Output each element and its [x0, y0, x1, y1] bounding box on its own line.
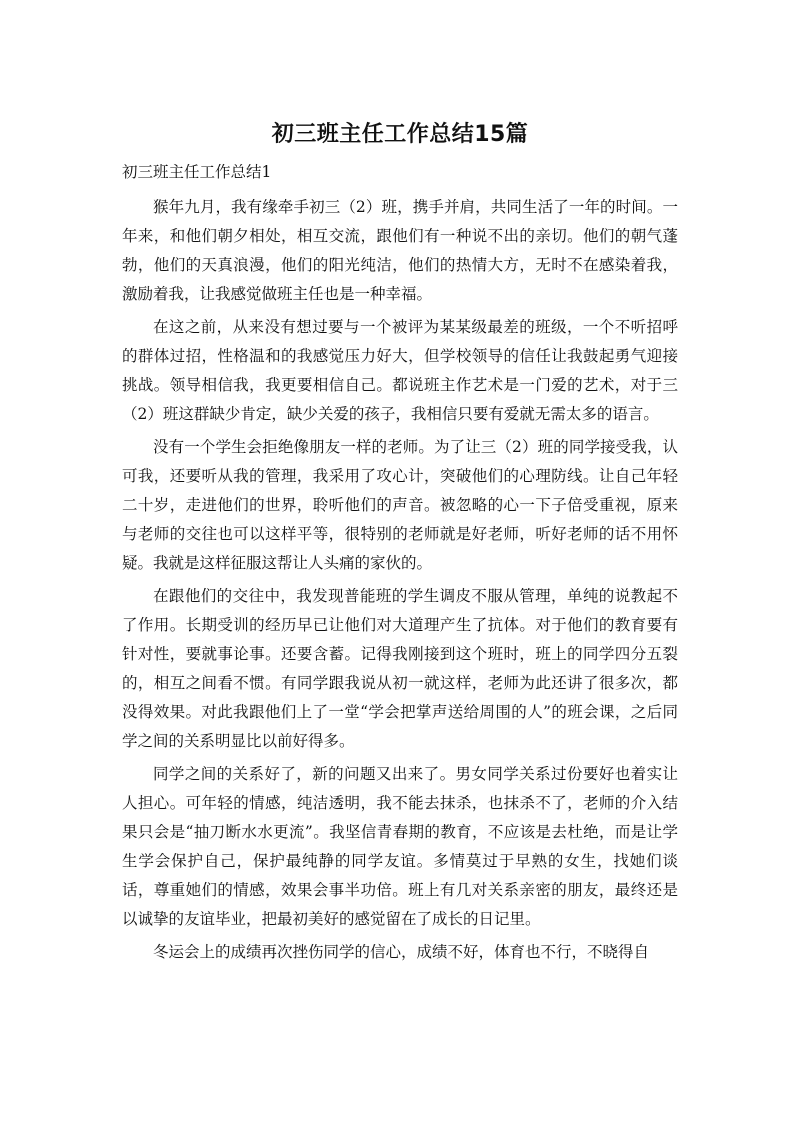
paragraph: 在这之前，从来没有想过要与一个被评为某某级最差的班级，一个不听招呼的群体过招，性格温和的我感觉压力好大，但学校领导的信任让我鼓起勇气迎接挑战。领导相信我，我更要相信自己。都说班主作艺术是一门爱的艺术，对于三（2）班这群缺少肯定，缺少关爱的孩子，我相信只要有爱就无需太多的语言。	[122, 318, 678, 423]
paragraph: 猴年九月，我有缘牵手初三（2）班，携手并肩，共同生活了一年的时间。一年来，和他们朝夕相处，相互交流，跟他们有一种说不出的亲切。他们的朝气蓬勃，他们的天真浪漫，他们的阳光纯洁，他们的热情大方，无时不在感染着我，激励着我，让我感觉做班主任也是一种幸福。	[122, 198, 678, 303]
section-heading: 初三班主任工作总结1	[122, 163, 272, 181]
document-body	[122, 193, 678, 971]
paragraph: 在跟他们的交往中，我发现普能班的学生调皮不服从管理，单纯的说教起不了作用。长期受训的经历早已让他们对大道理产生了抗体。对于他们的教育要有针对性，要就事论事。还要含蓄。记得我刚接到这个班时，班上的同学四分五裂的，相互之间看不惯。有同学跟我说从初一就这样，老师为此还讲了很多次，都没得效果。对此我跟他们上了一堂“学会把掌声送给周围的人”的班会课，之后同学之间的关系明显比以前好得多。	[122, 587, 678, 750]
paragraph: 冬运会上的成绩再次挫伤同学的信心，成绩不好，体育也不行，不晓得自	[153, 943, 650, 961]
paragraph: 同学之间的关系好了，新的问题又出来了。男女同学关系过份要好也着实让人担心。可年轻的情感，纯洁透明，我不能去抹杀，也抹杀不了，老师的介入结果只会是“抽刀断水水更流”。我坚信青春期的教育，不应该是去杜绝，而是让学生学会保护自己，保护最纯静的同学友谊。多情莫过于早熟的女生，找她们谈话，尊重她们的情感，效果会事半功倍。班上有几对关系亲密的朋友，最终还是以诚挚的友谊毕业，把最初美好的感觉留在了成长的日记里。	[122, 765, 678, 928]
paragraph: 没有一个学生会拒绝像朋友一样的老师。为了让三（2）班的同学接受我，认可我，还要听从我的管理，我采用了攻心计，突破他们的心理防线。让自己年轻二十岁，走进他们的世界，聆听他们的声音。被忽略的心一下子倍受重视，原来与老师的交往也可以这样平等，很特别的老师就是好老师，听好老师的话不用怀疑。我就是这样征服这帮让人头痛的家伙的。	[122, 438, 678, 572]
document-title: 初三班主任工作总结15篇	[271, 122, 529, 147]
